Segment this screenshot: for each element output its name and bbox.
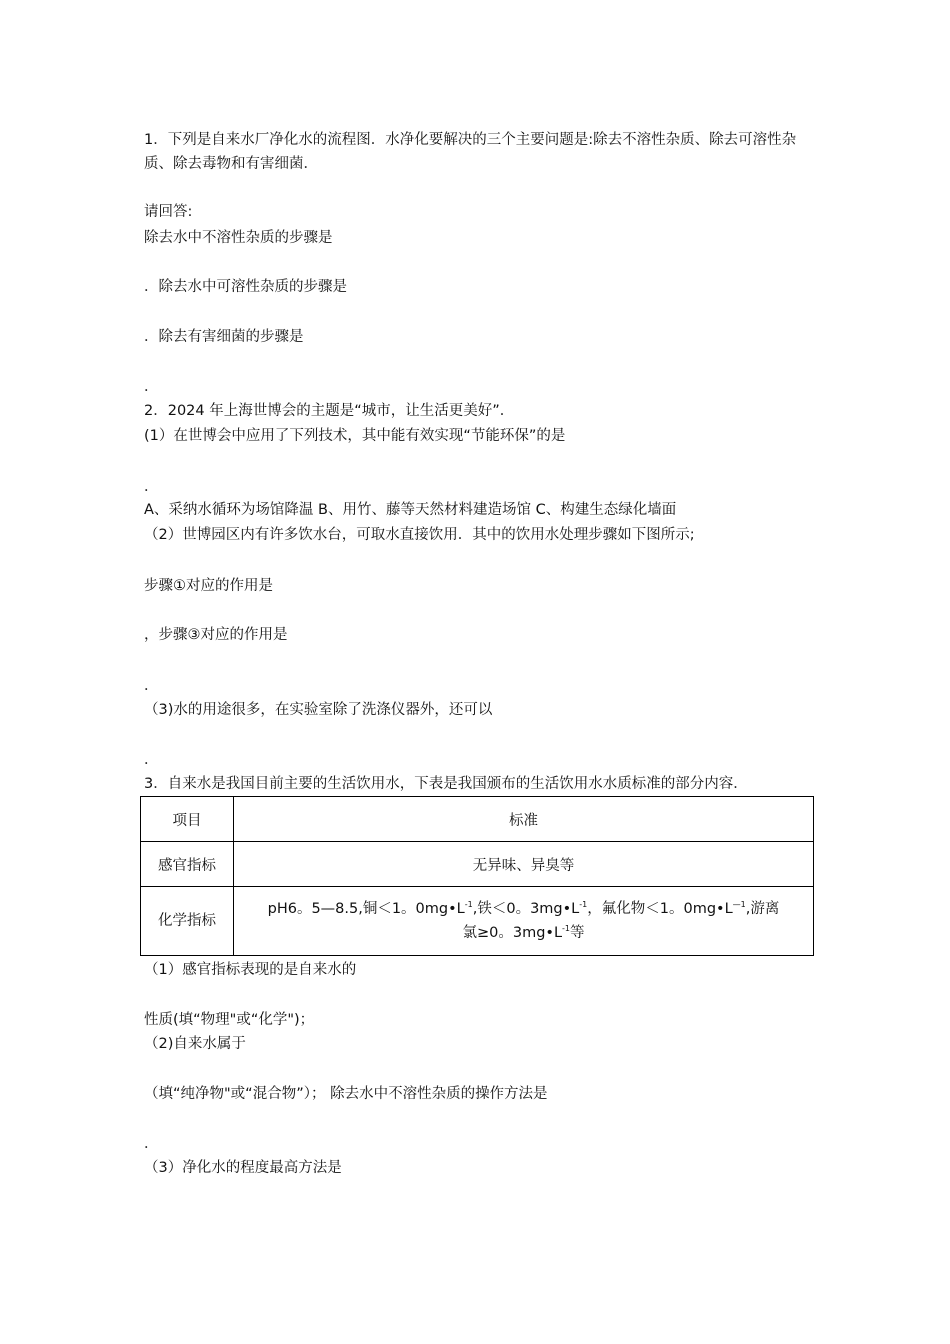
q1-intro: 1．下列是自来水厂净化水的流程图．水净化要解决的三个主要问题是:除去不溶性杂质、除去可溶性杂质、除去毒物和有害细菌． bbox=[144, 132, 797, 172]
q1-prompt: 请回答: bbox=[144, 204, 193, 220]
q1-line-bacteria: ．除去有害细菌的步骤是 bbox=[144, 329, 304, 345]
q2-part2-step3: ，步骤③对应的作用是 bbox=[144, 627, 288, 643]
q1-line-soluble: ．除去水中可溶性杂质的步骤是 bbox=[144, 279, 347, 295]
q3-part1-cont: 性质(填“物理"或“化学")； bbox=[144, 1012, 315, 1028]
q2-intro: 2．2024 年上海世博会的主题是“城市，让生活更美好”． bbox=[144, 403, 515, 419]
q2-part2-end: ． bbox=[144, 678, 159, 694]
row-sensory-standard: 无异味、异臭等 bbox=[234, 842, 814, 887]
q1-line-insoluble: 除去水中不溶性杂质的步骤是 bbox=[144, 230, 333, 246]
q2-part2-step1: 步骤①对应的作用是 bbox=[144, 578, 273, 594]
q2-part2: （2）世博园区内有许多饮水台，可取水直接饮用．其中的饮用水处理步骤如下图所示; bbox=[144, 527, 695, 543]
q3-intro: 3．自来水是我国目前主要的生活饮用水，下表是我国颁布的生活饮用水水质标准的部分内容． bbox=[144, 776, 748, 792]
q2-part3-end: ． bbox=[144, 752, 159, 768]
row-chemical-standard: pH6。5—8.5,铜＜1。$0mg•L^{-1}$,铁＜0。$3mg•L^{-1}$，氟化物＜1。$0mg•L^{—1}$,游离 氯≥0。$3mg•L^{-1}$等 bbox=[234, 887, 814, 956]
q2-part1-end: ． bbox=[144, 479, 159, 495]
header-item: 项目 bbox=[141, 797, 234, 842]
q3-part1: （1）感官指标表现的是自来水的 bbox=[144, 962, 357, 978]
q3-part3: （3）净化水的程度最高方法是 bbox=[144, 1160, 342, 1176]
table-row bbox=[141, 887, 814, 956]
row-sensory-item: 感官指标 bbox=[141, 842, 234, 887]
table-row bbox=[141, 842, 814, 887]
q3-part2: （2)自来水属于 bbox=[144, 1036, 246, 1052]
q1-end: ． bbox=[144, 379, 159, 395]
q3-part2-cont: （填“纯净物"或“混合物”）； 除去水中不溶性杂质的操作方法是 bbox=[144, 1086, 548, 1102]
q2-part1: (1）在世博会中应用了下列技术，其中能有效实现“节能环保”的是 bbox=[144, 428, 566, 444]
q2-part3: （3)水的用途很多，在实验室除了洗涤仪器外，还可以 bbox=[144, 702, 493, 718]
q2-options: A、采纳水循环为场馆降温 B、用竹、藤等天然材料建造场馆 C、构建生态绿化墙面 bbox=[144, 502, 677, 518]
table-header-row bbox=[141, 797, 814, 842]
row-chemical-item: 化学指标 bbox=[141, 887, 234, 956]
q3-part2-end: ． bbox=[144, 1136, 159, 1152]
water-standard-table bbox=[140, 796, 814, 956]
header-standard: 标准 bbox=[234, 797, 814, 842]
